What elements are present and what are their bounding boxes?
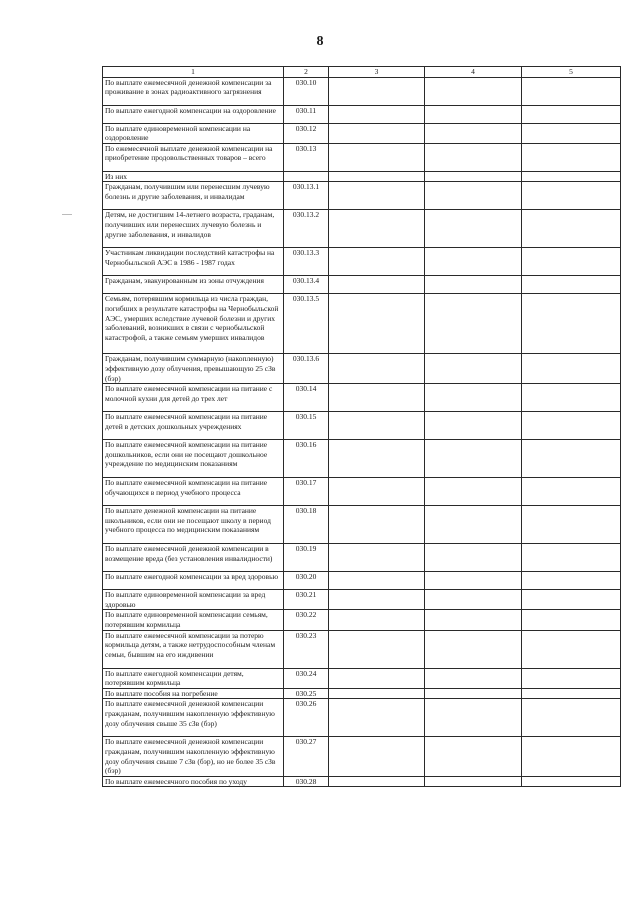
cell-col-3 <box>329 384 425 412</box>
cell-col-5 <box>522 478 621 506</box>
cell-col-5 <box>522 737 621 776</box>
row-code: 030.28 <box>284 776 329 787</box>
cell-col-3 <box>329 171 425 182</box>
cell-col-3 <box>329 354 425 384</box>
cell-col-3 <box>329 412 425 440</box>
cell-col-5 <box>522 572 621 590</box>
cell-col-4 <box>425 610 522 630</box>
row-code: 030.13.6 <box>284 354 329 384</box>
table-row <box>103 105 621 123</box>
row-label: По выплате денежной компенсации на питание школьников, если они не посещают школу в период учебного процесса по медицинским показаниям <box>103 506 284 544</box>
cell-col-3 <box>329 440 425 478</box>
cell-col-3 <box>329 77 425 105</box>
table-row <box>103 478 621 506</box>
row-code: 030.11 <box>284 105 329 123</box>
cell-col-3 <box>329 143 425 171</box>
page-number: 8 <box>316 34 324 49</box>
row-label: Семьям, потерявшим кормильца из числа граждан, погибших в результате катастрофы на Чернобыльской АЭС, умерших вследствие лучевой болезни и других заболеваний, возникших в связи с чернобыльской катастрофой, а также семьям умерших инвалидов <box>103 294 284 354</box>
cell-col-5 <box>522 776 621 787</box>
cell-col-4 <box>425 294 522 354</box>
cell-col-5 <box>522 688 621 699</box>
cell-col-3 <box>329 248 425 276</box>
cell-col-3 <box>329 630 425 668</box>
row-code: 030.13 <box>284 143 329 171</box>
cell-col-4 <box>425 590 522 610</box>
table-row <box>103 182 621 210</box>
cell-col-5 <box>522 412 621 440</box>
row-label: По выплате ежемесячной денежной компенсации гражданам, получившим накопленную эффективную дозу облучения свыше 7 сЗв (бэр), но не более 35 сЗв (бэр) <box>103 737 284 776</box>
cell-col-3 <box>329 668 425 688</box>
cell-col-5 <box>522 668 621 688</box>
table-row <box>103 630 621 668</box>
cell-col-3 <box>329 294 425 354</box>
cell-col-5 <box>522 610 621 630</box>
row-code <box>284 171 329 182</box>
cell-col-5 <box>522 440 621 478</box>
table-row <box>103 143 621 171</box>
row-label: По выплате ежемесячной компенсации на питание обучающихся в период учебного процесса <box>103 478 284 506</box>
cell-col-3 <box>329 182 425 210</box>
cell-col-5 <box>522 276 621 294</box>
row-label: По выплате ежегодной компенсации за вред здоровью <box>103 572 284 590</box>
cell-col-5 <box>522 77 621 105</box>
table-row <box>103 776 621 787</box>
header-col-2: 2 <box>284 67 329 78</box>
table-row <box>103 294 621 354</box>
row-label: По ежемесячной выплате денежной компенсации на приобретение продовольственных товаров – всего <box>103 143 284 171</box>
cell-col-4 <box>425 384 522 412</box>
row-label: По выплате единовременной компенсации за вред здоровью <box>103 590 284 610</box>
table-body <box>103 77 621 787</box>
row-code: 030.25 <box>284 688 329 699</box>
header-col-5: 5 <box>522 67 621 78</box>
cell-col-3 <box>329 123 425 143</box>
table-row <box>103 506 621 544</box>
row-code: 030.23 <box>284 630 329 668</box>
cell-col-4 <box>425 668 522 688</box>
cell-col-4 <box>425 572 522 590</box>
cell-col-4 <box>425 354 522 384</box>
row-code: 030.21 <box>284 590 329 610</box>
cell-col-3 <box>329 688 425 699</box>
header-col-3: 3 <box>329 67 425 78</box>
cell-col-3 <box>329 544 425 572</box>
table-row <box>103 276 621 294</box>
row-code: 030.16 <box>284 440 329 478</box>
cell-col-4 <box>425 699 522 737</box>
table-row <box>103 610 621 630</box>
header-row <box>103 67 621 78</box>
cell-col-4 <box>425 737 522 776</box>
cell-col-3 <box>329 105 425 123</box>
cell-col-3 <box>329 478 425 506</box>
row-label: По выплате ежемесячной денежной компенсации за проживание в зонах радиоактивного загрязнения <box>103 77 284 105</box>
cell-col-3 <box>329 210 425 248</box>
table-row <box>103 354 621 384</box>
row-code: 030.24 <box>284 668 329 688</box>
cell-col-5 <box>522 105 621 123</box>
report-table <box>102 66 621 787</box>
cell-col-5 <box>522 506 621 544</box>
cell-col-4 <box>425 688 522 699</box>
cell-col-4 <box>425 544 522 572</box>
row-code: 030.14 <box>284 384 329 412</box>
table-row <box>103 171 621 182</box>
cell-col-4 <box>425 412 522 440</box>
cell-col-5 <box>522 590 621 610</box>
row-label: По выплате ежемесячного пособия по уходу <box>103 776 284 787</box>
table-row <box>103 737 621 776</box>
row-label: По выплате ежегодной компенсации на оздоровление <box>103 105 284 123</box>
table-row <box>103 384 621 412</box>
cell-col-5 <box>522 210 621 248</box>
header-col-4: 4 <box>425 67 522 78</box>
cell-col-4 <box>425 776 522 787</box>
cell-col-5 <box>522 123 621 143</box>
table-row <box>103 590 621 610</box>
scan-mark <box>62 214 72 215</box>
row-code: 030.13.2 <box>284 210 329 248</box>
cell-col-4 <box>425 77 522 105</box>
row-label: По выплате пособия на погребение <box>103 688 284 699</box>
table-row <box>103 668 621 688</box>
cell-col-4 <box>425 171 522 182</box>
cell-col-5 <box>522 182 621 210</box>
cell-col-3 <box>329 276 425 294</box>
row-label: Участникам ликвидации последствий катастрофы на Чернобыльской АЭС в 1986 - 1987 годах <box>103 248 284 276</box>
cell-col-5 <box>522 544 621 572</box>
row-code: 030.13.1 <box>284 182 329 210</box>
cell-col-4 <box>425 248 522 276</box>
cell-col-3 <box>329 776 425 787</box>
cell-col-5 <box>522 354 621 384</box>
table-row <box>103 412 621 440</box>
cell-col-5 <box>522 143 621 171</box>
cell-col-4 <box>425 440 522 478</box>
cell-col-4 <box>425 105 522 123</box>
table-row <box>103 688 621 699</box>
cell-col-4 <box>425 143 522 171</box>
cell-col-5 <box>522 384 621 412</box>
row-label: По выплате ежемесячной денежной компенсации гражданам, получившим накопленную эффективную дозу облучения свыше 35 сЗв (бэр) <box>103 699 284 737</box>
row-code: 030.13.5 <box>284 294 329 354</box>
row-label: По выплате единовременной компенсации семьям, потерявшим кормильца <box>103 610 284 630</box>
row-code: 030.26 <box>284 699 329 737</box>
row-code: 030.10 <box>284 77 329 105</box>
row-code: 030.17 <box>284 478 329 506</box>
cell-col-5 <box>522 171 621 182</box>
row-label: По выплате единовременной компенсации на оздоровление <box>103 123 284 143</box>
row-label: По выплате ежемесячной компенсации на питание детей в детских дошкольных учреждениях <box>103 412 284 440</box>
cell-col-4 <box>425 123 522 143</box>
row-code: 030.13.4 <box>284 276 329 294</box>
cell-col-3 <box>329 590 425 610</box>
cell-col-3 <box>329 699 425 737</box>
cell-col-5 <box>522 248 621 276</box>
cell-col-5 <box>522 294 621 354</box>
row-label: Гражданам, получившим суммарную (накопленную) эффективную дозу облучения, превышающую 25 сЗв (бэр) <box>103 354 284 384</box>
table-row <box>103 210 621 248</box>
cell-col-4 <box>425 182 522 210</box>
row-code: 030.19 <box>284 544 329 572</box>
cell-col-4 <box>425 210 522 248</box>
cell-col-4 <box>425 506 522 544</box>
table-row <box>103 248 621 276</box>
row-label: Гражданам, получившим или перенесшим лучевую болезнь и другие заболевания, и инвалидам <box>103 182 284 210</box>
table-row <box>103 699 621 737</box>
table-row <box>103 123 621 143</box>
row-label: По выплате ежемесячной компенсации на питание дошкольников, если они не посещают дошкольное учреждение по медицинским показаниям <box>103 440 284 478</box>
cell-col-3 <box>329 737 425 776</box>
row-label: Из них <box>103 171 284 182</box>
cell-col-3 <box>329 506 425 544</box>
table-row <box>103 572 621 590</box>
row-label: По выплате ежемесячной компенсации на питание с молочной кухни для детей до трех лет <box>103 384 284 412</box>
row-code: 030.22 <box>284 610 329 630</box>
cell-col-4 <box>425 276 522 294</box>
cell-col-5 <box>522 630 621 668</box>
row-code: 030.27 <box>284 737 329 776</box>
row-label: По выплате ежегодной компенсации детям, потерявшим кормильца <box>103 668 284 688</box>
cell-col-4 <box>425 478 522 506</box>
row-code: 030.13.3 <box>284 248 329 276</box>
row-code: 030.18 <box>284 506 329 544</box>
row-label: По выплате ежемесячной компенсации за потерю кормильца детям, а также нетрудоспособным членам семьи, бывшим на его иждивении <box>103 630 284 668</box>
row-code: 030.12 <box>284 123 329 143</box>
table-row <box>103 544 621 572</box>
cell-col-5 <box>522 699 621 737</box>
cell-col-4 <box>425 630 522 668</box>
table-row <box>103 440 621 478</box>
cell-col-3 <box>329 610 425 630</box>
table-row <box>103 77 621 105</box>
row-label: По выплате ежемесячной денежной компенсации в возмещение вреда (без установления инвалидности) <box>103 544 284 572</box>
row-label: Гражданам, эвакуированным из зоны отчуждения <box>103 276 284 294</box>
row-code: 030.15 <box>284 412 329 440</box>
header-col-1: 1 <box>103 67 284 78</box>
row-code: 030.20 <box>284 572 329 590</box>
row-label: Детям, не достигшим 14-летнего возраста, граданам, получивших или перенесших лучевую болезнь и другие заболевания, и инвалидов <box>103 210 284 248</box>
cell-col-3 <box>329 572 425 590</box>
